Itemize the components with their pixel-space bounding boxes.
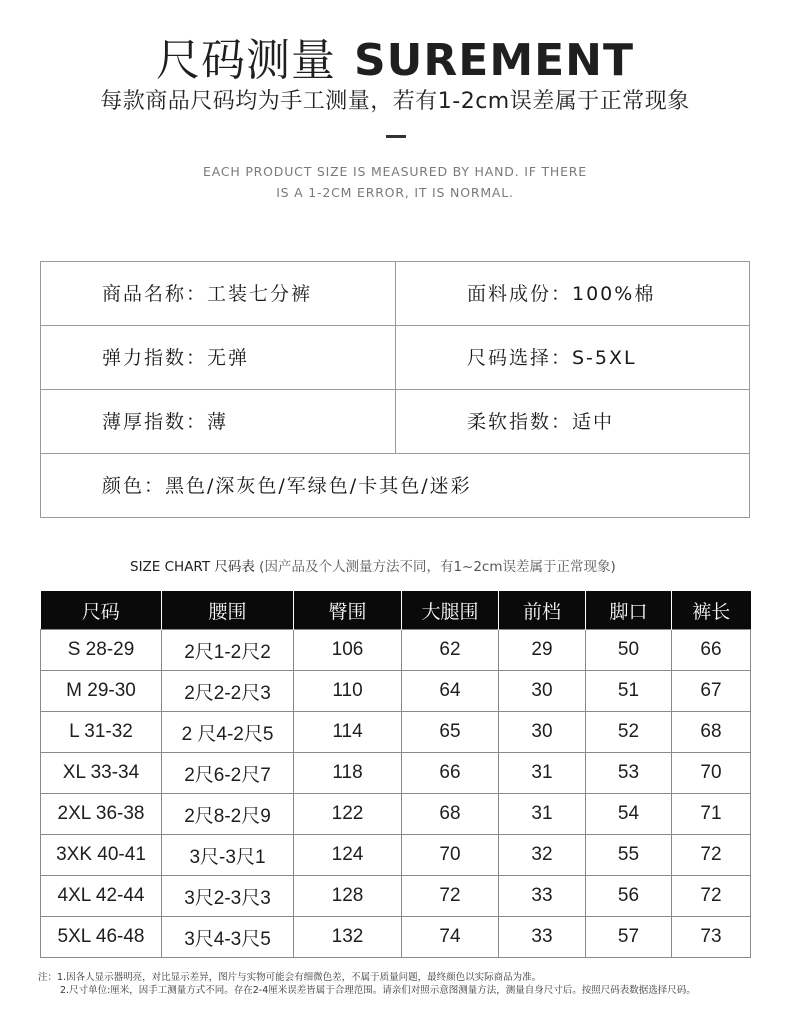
info-row	[41, 262, 749, 326]
table-cell: 62	[402, 630, 499, 671]
table-cell: 29	[499, 630, 586, 671]
table-cell: 2尺6-2尺7	[162, 753, 294, 794]
table-cell: 2XL 36-38	[41, 794, 162, 835]
table-cell: 72	[672, 876, 751, 917]
table-cell: 72	[402, 876, 499, 917]
table-cell: 30	[499, 712, 586, 753]
english-note	[0, 161, 790, 203]
table-cell: 68	[672, 712, 751, 753]
fabric-composition: 面料成份：100%棉	[467, 283, 656, 305]
table-cell: 132	[294, 917, 402, 958]
table-cell: 54	[586, 794, 672, 835]
table-cell: 55	[586, 835, 672, 876]
column-header: 裤长	[672, 591, 751, 630]
english-note-line2: IS A 1-2CM ERROR, IT IS NORMAL.	[276, 185, 514, 200]
table-cell: 67	[672, 671, 751, 712]
table-cell: 3尺4-3尺5	[162, 917, 294, 958]
size-chart-table	[40, 591, 751, 958]
size-chart-caption	[130, 555, 616, 575]
table-cell: M 29-30	[41, 671, 162, 712]
table-cell: 110	[294, 671, 402, 712]
table-cell: S 28-29	[41, 630, 162, 671]
table-cell: 31	[499, 753, 586, 794]
table-cell: 74	[402, 917, 499, 958]
footnote-line2: 2.尺寸单位:厘米，因手工测量方式不同。存在2-4厘米误差皆属于合理范围。请亲们对照示意图测量方法，测量自身尺寸后。按照尺码表数据选择尺码。	[60, 985, 696, 996]
softness-index: 柔软指数：适中	[467, 411, 615, 433]
color-options: 颜色：黑色/深灰色/军绿色/卡其色/迷彩	[102, 475, 472, 497]
product-name: 商品名称：工装七分裤	[102, 283, 313, 305]
table-row	[41, 630, 751, 671]
column-header: 脚口	[586, 591, 672, 630]
table-cell: 71	[672, 794, 751, 835]
footnote	[38, 971, 696, 997]
table-cell: 31	[499, 794, 586, 835]
table-cell: L 31-32	[41, 712, 162, 753]
info-row	[41, 326, 749, 390]
table-cell: 2尺2-2尺3	[162, 671, 294, 712]
table-cell: 57	[586, 917, 672, 958]
table-cell: 3尺-3尺1	[162, 835, 294, 876]
table-cell: 53	[586, 753, 672, 794]
info-row	[41, 390, 749, 454]
page-title	[0, 24, 790, 88]
table-cell: 5XL 46-48	[41, 917, 162, 958]
table-cell: 70	[672, 753, 751, 794]
table-cell: 30	[499, 671, 586, 712]
size-options: 尺码选择：S-5XL	[467, 347, 637, 369]
column-header: 尺码	[41, 591, 162, 630]
table-cell: 3尺2-3尺3	[162, 876, 294, 917]
table-row	[41, 671, 751, 712]
product-info-grid	[40, 261, 750, 518]
column-header: 大腿围	[402, 591, 499, 630]
table-cell: 73	[672, 917, 751, 958]
table-cell: 65	[402, 712, 499, 753]
english-note-line1: EACH PRODUCT SIZE IS MEASURED BY HAND. IF THERE	[203, 164, 587, 179]
footnote-line1: 注：1.因各人显示器明亮，对比显示差异，图片与实物可能会有细微色差，不属于质量问题，最终颜色以实际商品为准。	[38, 972, 542, 983]
table-cell: 122	[294, 794, 402, 835]
table-cell: 118	[294, 753, 402, 794]
table-cell: 124	[294, 835, 402, 876]
table-row	[41, 753, 751, 794]
column-header: 臀围	[294, 591, 402, 630]
table-header-row	[41, 591, 751, 630]
table-cell: 51	[586, 671, 672, 712]
table-cell: 114	[294, 712, 402, 753]
table-cell: 128	[294, 876, 402, 917]
table-row	[41, 876, 751, 917]
table-cell: 66	[672, 630, 751, 671]
table-row	[41, 712, 751, 753]
title-chinese: 尺码测量	[155, 35, 336, 86]
title-english: SUREMENT	[353, 35, 635, 86]
table-cell: 3XK 40-41	[41, 835, 162, 876]
info-row	[41, 454, 749, 517]
table-cell: 52	[586, 712, 672, 753]
table-cell: 2 尺4-2尺5	[162, 712, 294, 753]
table-cell: 2尺8-2尺9	[162, 794, 294, 835]
table-row	[41, 794, 751, 835]
size-chart-title: SIZE CHART 尺码表	[130, 559, 255, 575]
table-cell: 32	[499, 835, 586, 876]
table-cell: 33	[499, 876, 586, 917]
column-header: 腰围	[162, 591, 294, 630]
table-cell: 72	[672, 835, 751, 876]
table-cell: 68	[402, 794, 499, 835]
table-cell: 50	[586, 630, 672, 671]
table-cell: 56	[586, 876, 672, 917]
table-cell: 4XL 42-44	[41, 876, 162, 917]
table-cell: XL 33-34	[41, 753, 162, 794]
table-row	[41, 917, 751, 958]
divider-dash	[386, 135, 406, 138]
table-cell: 66	[402, 753, 499, 794]
page-subtitle: 每款商品尺码均为手工测量，若有1-2cm误差属于正常现象	[100, 89, 690, 114]
table-row	[41, 835, 751, 876]
size-chart-note: (因产品及个人测量方法不同，有1~2cm误差属于正常现象)	[259, 559, 616, 575]
table-cell: 70	[402, 835, 499, 876]
table-cell: 33	[499, 917, 586, 958]
table-cell: 64	[402, 671, 499, 712]
table-cell: 106	[294, 630, 402, 671]
elasticity-index: 弹力指数：无弹	[102, 347, 250, 369]
table-cell: 2尺1-2尺2	[162, 630, 294, 671]
thickness-index: 薄厚指数：薄	[102, 411, 229, 433]
column-header: 前档	[499, 591, 586, 630]
